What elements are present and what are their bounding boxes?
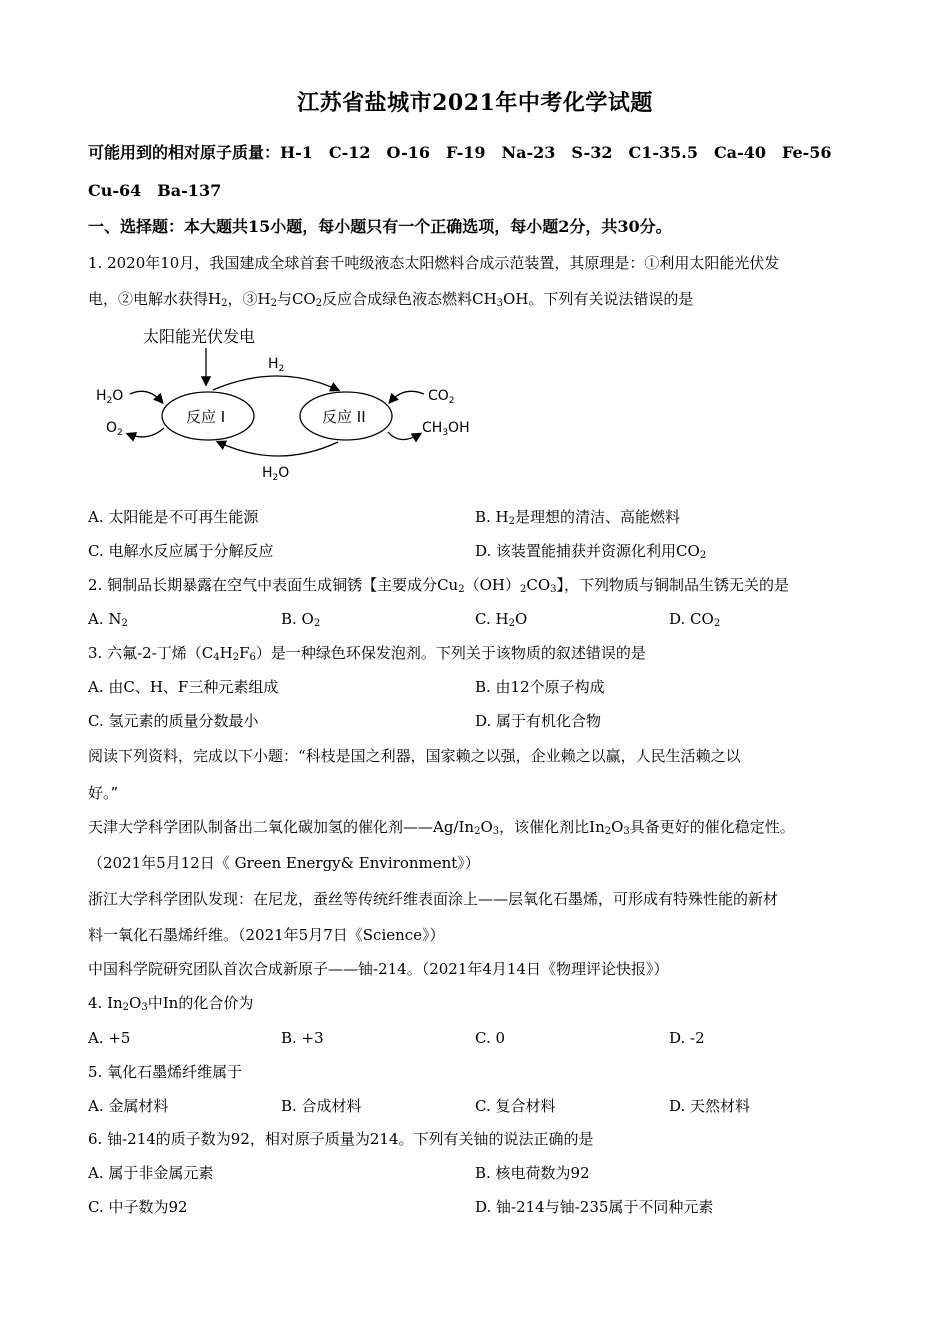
reading-line-5: 浙江大学科学团队发现：在尼龙，蚕丝等传统纤维表面涂上——层氧化石墨烯，可形成有特殊性能的新材 <box>88 890 779 908</box>
q2-option-a[interactable]: A. $N_2$ <box>88 610 128 629</box>
h2o-return-arrow <box>218 442 338 456</box>
q1-stem-line-2: 电，②电解水获得$H_2$，$③H_2$与$CO_2$反应合成绿色液态燃料$CH_3OH$。下列有关说法错误的是 <box>88 290 694 309</box>
q1-option-d[interactable]: D. 该装置能捕获并资源化利用$CO_2$ <box>475 542 707 561</box>
q3-option-d[interactable]: D. 属于有机化合物 <box>475 712 602 730</box>
q2-option-c[interactable]: C. $H_2O$ <box>475 610 528 629</box>
q6-option-c[interactable]: C. 中子数为92 <box>88 1198 188 1216</box>
q5-option-d[interactable]: D. 天然材料 <box>669 1097 751 1115</box>
reading-line-2: 好。” <box>88 784 119 802</box>
q2-option-b[interactable]: B. $O_2$ <box>281 610 321 629</box>
q5-option-c[interactable]: C. 复合材料 <box>475 1097 556 1115</box>
q4-option-d[interactable]: D. -2 <box>669 1029 705 1047</box>
reading-line-7: 中国科学院研究团队首次合成新原子——铀-214。（2021年4月14日《物理评论快报》） <box>88 960 669 978</box>
q6-stem: 6. 铀-214的质子数为92，相对原子质量为214。下列有关铀的说法正确的是 <box>88 1130 594 1148</box>
section-heading: 一、选择题：本大题共15小题，每小题只有一个正确选项，每小题2分，共30分。 <box>88 217 672 236</box>
q3-option-b[interactable]: B. 由12个原子构成 <box>475 678 605 696</box>
q5-option-a[interactable]: A. 金属材料 <box>88 1097 169 1115</box>
atomic-mass-line-1 <box>88 143 878 163</box>
h2o-in-arrow <box>130 391 162 402</box>
reading-line-6: 料一氧化石墨烯纤维。（2021年5月7日《Science》） <box>88 926 445 944</box>
page-title: 江苏省盐城市2021年中考化学试题 <box>297 90 653 116</box>
q3-stem: 3. 六氟-2-丁烯$(C_4H_2F_6)$是一种绿色环保发泡剂。下列关于该物质的叙述错误的是 <box>88 644 646 663</box>
reading-line-1: 阅读下列资料，完成以下小题：“科枝是国之利器，国家赖之以强，企业赖之以赢，人民生活赖之以 <box>88 747 741 765</box>
q3-option-c[interactable]: C. 氢元素的质量分数最小 <box>88 712 259 730</box>
h2-label: $H_2$ <box>268 356 285 374</box>
h2-arrow <box>213 376 338 390</box>
h2o-bottom-label: $H_2O$ <box>262 465 290 483</box>
q5-option-b[interactable]: B. 合成材料 <box>281 1097 362 1115</box>
reaction-cycle-diagram <box>88 320 488 490</box>
q2-option-d[interactable]: D. $CO_2$ <box>669 610 721 629</box>
q1-stem-line-1: 1. 2020年10月，我国建成全球首套千吨级液态太阳燃料合成示范装置，其原理是：①利用太阳能光伏发 <box>88 254 780 272</box>
solar-pv-label: 太阳能光伏发电 <box>143 327 256 346</box>
reaction-1-label: 反应 I <box>186 408 226 426</box>
q5-stem: 5. 氧化石墨烯纤维属于 <box>88 1063 243 1081</box>
o2-out-arrow <box>128 428 164 437</box>
q4-stem: 4. $In_2O_3$中In的化合价为 <box>88 994 254 1013</box>
atomic-mass-values: H-1 C-12 O-16 F-19 Na-23 S-32 C1-35.5 Ca-40 Fe-56 <box>280 143 832 162</box>
q1-option-b[interactable]: B. $H_2$是理想的清洁、高能燃料 <box>475 508 681 527</box>
atomic-mass-line-2: Cu-64 Ba-137 <box>88 181 222 200</box>
q4-option-b[interactable]: B. +3 <box>281 1029 324 1047</box>
reading-line-4: （2021年5月12日《 Green Energy& Environment》） <box>88 854 480 872</box>
q6-option-a[interactable]: A. 属于非金属元素 <box>88 1164 214 1182</box>
q1-option-c[interactable]: C. 电解水反应属于分解反应 <box>88 542 274 560</box>
q2-stem: 2. 铜制品长期暴露在空气中表面生成铜锈【主要成分$Cu_2(OH)_2CO_3$】，下列物质与铜制品生锈无关的是 <box>88 576 790 595</box>
co2-label: $CO_2$ <box>428 388 455 406</box>
reading-line-3: 天津大学科学团队制备出二氧化碳加氢的催化剂$——Ag/In_2O_3$，该催化剂比$In_2O_3$具备更好的催化稳定性。 <box>88 818 795 837</box>
reaction-2-label: 反应 II <box>322 408 366 426</box>
ch3oh-label: $CH_3OH$ <box>422 420 470 438</box>
q4-option-c[interactable]: C. 0 <box>475 1029 506 1047</box>
o2-label: $O_2$ <box>106 420 123 438</box>
q1-option-a[interactable]: A. 太阳能是不可再生能源 <box>88 508 259 526</box>
q4-option-a[interactable]: A. +5 <box>88 1029 131 1047</box>
q6-option-d[interactable]: D. 铀-214与铀-235属于不同种元素 <box>475 1198 714 1216</box>
co2-in-arrow <box>390 391 424 402</box>
q6-option-b[interactable]: B. 核电荷数为92 <box>475 1164 590 1182</box>
q3-option-a[interactable]: A. 由C、H、F三种元素组成 <box>88 678 279 696</box>
ch3oh-out-arrow <box>388 432 420 440</box>
h2o-left-label: $H_2O$ <box>96 388 124 406</box>
atomic-mass-label: 可能用到的相对原子质量： <box>88 143 281 162</box>
